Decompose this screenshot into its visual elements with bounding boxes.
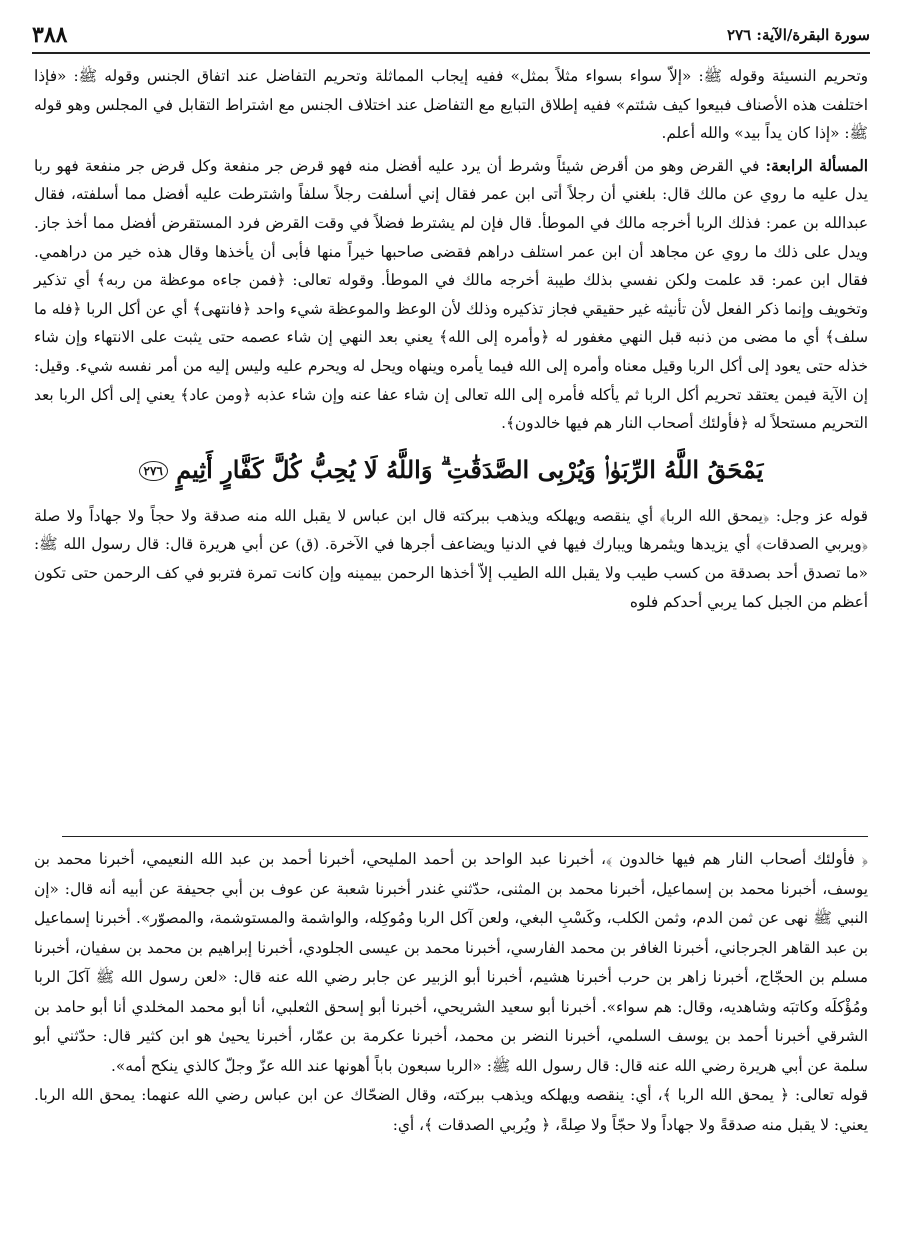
verse-number: ٢٧٦ xyxy=(139,461,168,481)
page-header xyxy=(32,18,870,54)
quran-verse xyxy=(34,452,868,488)
paragraph-fourth-issue xyxy=(34,152,868,438)
issue-body: في القرض وهو من أقرض شيئاً وشرط أن يرد عليه أفضل منه فهو قرض جر منفعة وكل قرض جر منفعة فهو ربا يدل عليه ما روي عن مالك قال: بلغني أن رجلاً أتى ابن عمر فقال إني أسلفت رجلاً سلفاً واشترطت عليه أفضل مما أسلفته، فقال عبدالله بن عمر: فذلك الربا أخرجه مالك في الموطأ. قال فإن لم يشترط فضلاً في وقت القرض فرد المستقرض أفضل مما أخذ جاز. ويدل على ذلك ما روي عن مجاهد أن ابن عمر استلف دراهم فقضى صاحبها خيراً منها فأبى أن يأخذها وقال هذه خير من دراهمي. فقال ابن عمر: قد علمت ولكن نفسي بذلك طيبة أخرجه مالك في الموطأ. وقوله تعالى: ﴿فمن جاءه موعظة من ربه﴾ أي تذكير وتخويف وإنما ذكر الفعل لأن تأنيثه غير حقيقي فجاز تذكيره وذلك لأن الوعظ والموعظة شيء واحد ﴿فانتهى﴾ أي عن أكل الربا ﴿فله ما سلف﴾ أي ما مضى من ذنبه قبل النهي مغفور له ﴿وأمره إلى الله﴾ يعني بعد النهي إن شاء عصمه حتى يثبت على الانتهاء وإن شاء خذله حتى يعود إلى أكل الربا وقيل معناه وأمره إلى الله فيما يأمره وينهاه ويحل له ويحرم عليه وليس إليه من أمر نفسه شيء. وقيل: إن الآية فيمن يعتقد تحريم أكل الربا ثم يأكله فأمره إلى الله تعالى إن شاء عفا عنه وإن شاء عذبه ﴿ومن عاد﴾ يعني إلى أكل الربا بعد التحريم مستحلاً له ﴿فأولئك أصحاب النار هم فيها خالدون﴾. xyxy=(34,156,868,433)
issue-heading: المسألة الرابعة: xyxy=(765,156,868,175)
main-text xyxy=(34,62,868,620)
paragraph-verse-commentary: قوله عز وجل: ﴿يمحق الله الربا﴾ أي ينقصه ويهلكه ويذهب ببركته قال ابن عباس لا يقبل الله منه صدقة ولا حجاً ولا جهاداً ولا صلة ﴿ويربي الصدقات﴾ أي يزيدها ويثمرها ويبارك فيها في الدنيا ويضاعف أجرها في الآخرة. (ق) عن أبي هريرة قال: قال رسول الله ﷺ: «ما تصدق أحد بصدقة من كسب طيب ولا يقبل الله الطيب إلاّ أخذها الرحمن بيمينه وإن كانت تمرة فتربو في كف الرحمن حتى تكون أعظم من الجبل كما يربي أحدكم فلوه xyxy=(34,506,868,611)
footnote-text xyxy=(34,845,868,1140)
footnote-paragraph-2: قوله تعالى: ﴿ يمحق الله الربا ﴾، أي: ينقصه ويهلكه ويذهب ببركته، وقال الضحّاك عن ابن عباس رضي الله عنهما: يمحق الله الربا. يعني: لا يقبل منه صدقةً ولا جهاداً ولا حجّاً ولا صِلةً، ﴿ ويُربي الصدقات ﴾، أي: xyxy=(34,1086,869,1134)
footnote-paragraph-1: ﴿ فأولئك أصحاب النار هم فيها خالدون ﴾، أخبرنا عبد الواحد بن أحمد المليحي، أخبرنا أحمد بن عبد الله النعيمي، أخبرنا محمد بن يوسف، أخبرنا محمد بن إسماعيل، أخبرنا محمد بن المثنى، حدّثني غندر أخبرنا شعبة عن عوف بن أبي جحيفة عن أبيه أنه قال: «إن النبي ﷺ نهى عن ثمن الدم، وثمن الكلب، وكَسْبِ البغي، ولعن آكل الربا ومُوكِله، والواشمة والمستوشمة، والمصوّر». أخبرنا إسماعيل بن عبد القاهر الجرجاني، أخبرنا الغافر بن محمد الفارسي، أخبرنا محمد بن عيسى الجلودي، أخبرنا إبراهيم بن محمد بن سفيان، أخبرنا مسلم بن الحجّاج، أخبرنا زاهر بن حرب أخبرنا هشيم، أخبرنا أبو الزبير عن جابر رضي الله عنه قال: «لعن رسول الله ﷺ آكلَ الربا ومُؤْكلَه وكاتبَه وشاهديه، وقال: هم سواء». أخبرنا أبو سعيد الشريحي، أخبرنا أبو إسحق الثعلبي، أنا أبو محمد المخلدي أنا أبو حامد بن الشرقي أخبرنا أحمد بن يوسف السلمي، أخبرنا النضر بن محمد، أخبرنا عكرمة بن عمّار، أخبرنا يحيىٰ هو ابن كثير قال: حدّثني أبو سلمة عن أبي هريرة رضي الله عنه قال: قال رسول الله ﷺ: «الربا سبعون باباً أهونها عند الله عزّ وجلّ كالذي ينكح أمه». xyxy=(34,850,868,1075)
verse-text: يَمْحَقُ اللَّهُ الرِّبَوٰا۟ وَيُرْبِى الصَّدَقَٰتِ ۗ وَاللَّهُ لَا يُحِبُّ كُلَّ كَفَّارٍ أَثِيمٍ xyxy=(176,454,764,484)
sura-reference: سورة البقرة/الآية: ٢٧٦ xyxy=(727,26,870,44)
page-number: ٣٨٨ xyxy=(32,22,68,48)
paragraph-riba-exchange: وتحريم النسيئة وقوله ﷺ: «إلاّ سواء بسواء مثلاً بمثل» ففيه إيجاب المماثلة وتحريم التفاضل عند اتفاق الجنس وقوله ﷺ: «فإذا اختلفت هذه الأصناف فبيعوا كيف شئتم» ففيه إطلاق التبايع مع التفاضل عند اختلاف الجنس مع اشتراط التقابل في المجلس وهو قوله ﷺ: «إذا كان يداً بيد» والله أعلم. xyxy=(34,67,868,143)
footnote-divider xyxy=(62,836,868,837)
